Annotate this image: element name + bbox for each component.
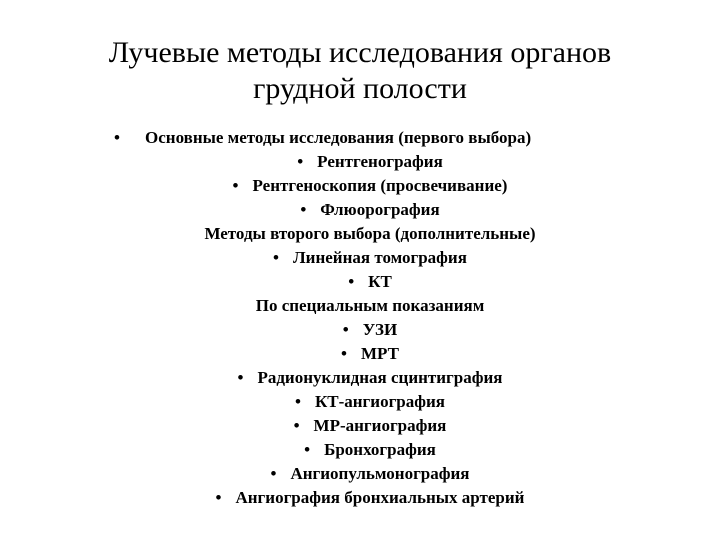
- bullet-icon: •: [300, 200, 307, 219]
- list-item-text: УЗИ: [362, 320, 398, 339]
- list-item-text: МРТ: [360, 344, 399, 363]
- list-item: [100, 150, 640, 174]
- bullet-icon: •: [270, 464, 277, 483]
- list-item-text: Линейная томография: [293, 248, 467, 267]
- list-item-text: Рентгеноскопия (просвечивание): [252, 176, 508, 195]
- list-item: [100, 390, 640, 414]
- section-heading: [100, 294, 640, 318]
- list-item: [100, 270, 640, 294]
- slide-content: [100, 126, 640, 510]
- list-item-text: МР-ангиография: [313, 416, 447, 435]
- list-item-text: Радионуклидная сцинтиграфия: [257, 368, 503, 387]
- bullet-icon: •: [232, 176, 239, 195]
- list-item: [100, 246, 640, 270]
- list-item-text: Флюорография: [320, 200, 440, 219]
- list-item: [100, 414, 640, 438]
- bullet-icon: •: [293, 416, 300, 435]
- list-item: [100, 198, 640, 222]
- bullet-icon: •: [304, 440, 311, 459]
- bullet-icon: •: [297, 152, 304, 171]
- section-heading: [100, 222, 640, 246]
- bullet-icon: •: [273, 248, 279, 267]
- bullet-icon: •: [114, 128, 120, 147]
- bullet-icon: •: [237, 368, 244, 387]
- list-item-primary-methods: [100, 126, 640, 150]
- list-item: [100, 174, 640, 198]
- slide-title: [20, 35, 700, 107]
- list-item-text: КТ-ангиография: [314, 392, 446, 411]
- section-heading-text: По специальным показаниям: [255, 296, 485, 315]
- section-heading-text: Методы второго выбора (дополнительные): [204, 224, 536, 243]
- list-item-text: Ангиопульмонография: [290, 464, 470, 483]
- list-item: [100, 342, 640, 366]
- list-item: [100, 486, 640, 510]
- list-item: [100, 318, 640, 342]
- bullet-icon: •: [342, 320, 349, 339]
- bullet-icon: •: [341, 344, 347, 363]
- list-item-text: Рентгенография: [317, 152, 443, 171]
- list-item: [100, 366, 640, 390]
- list-item-text: Ангиография бронхиальных артерий: [235, 488, 525, 507]
- list-item-text: Бронхография: [324, 440, 436, 459]
- title-line-1: Лучевые методы исследования органов: [108, 36, 612, 69]
- list-item: [100, 438, 640, 462]
- list-item-text: Основные методы исследования (первого выбора): [145, 128, 532, 147]
- title-line-2: грудной полости: [253, 72, 467, 105]
- bullet-icon: •: [348, 272, 355, 291]
- list-item-text: КТ: [368, 272, 392, 291]
- bullet-icon: •: [294, 392, 301, 411]
- list-item: [100, 462, 640, 486]
- bullet-icon: •: [215, 488, 222, 507]
